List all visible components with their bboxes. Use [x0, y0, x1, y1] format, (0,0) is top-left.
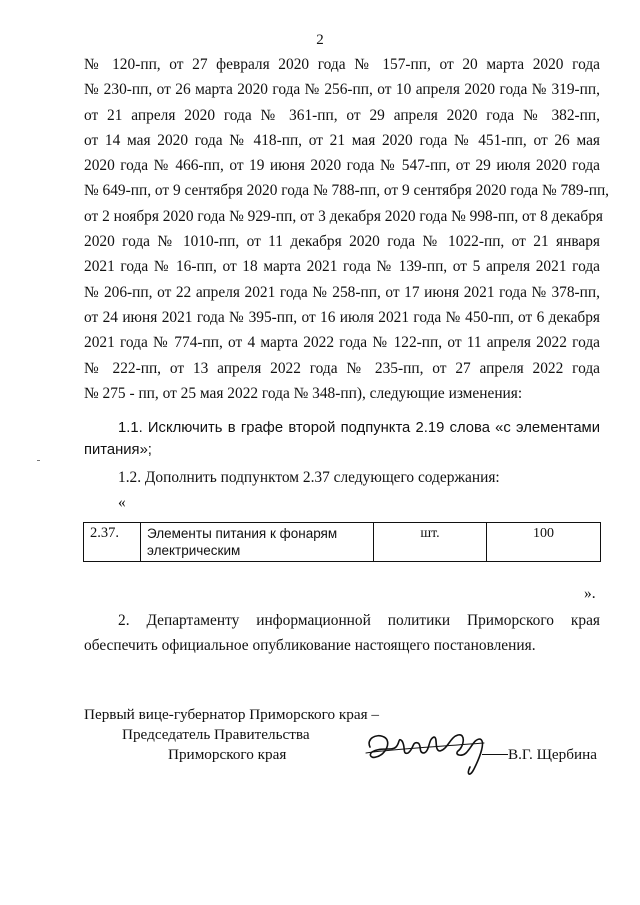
- signature-block: [84, 705, 604, 785]
- paragraph-line: 2020 года № 1010-пп, от 11 декабря 2020 года № 1022-пп, от 21 января: [84, 233, 600, 251]
- paragraph-line: от 14 мая 2020 года № 418-пп, от 21 мая 2020 года № 451-пп, от 26 мая: [84, 131, 600, 149]
- paragraph-line: № 222-пп, от 13 апреля 2022 года № 235-пп, от 27 апреля 2022 года: [84, 359, 600, 377]
- item-2: [84, 608, 600, 659]
- paragraph-line: 2021 года № 16-пп, от 18 марта 2021 года № 139-пп, от 5 апреля 2021 года: [84, 258, 600, 276]
- paragraph-line: № 120-пп, от 27 февраля 2020 года № 157-пп, от 20 марта 2020 года: [84, 56, 600, 73]
- opening-quote: «: [118, 494, 126, 511]
- paragraph-line: 2020 года № 466-пп, от 19 июня 2020 года № 547-пп, от 29 июля 2020 года: [84, 157, 600, 175]
- item-name-cell: Элементы питания к фонарям электрическим: [141, 523, 374, 562]
- signatory-title: Приморского края: [168, 746, 287, 763]
- margin-mark: [37, 460, 40, 461]
- paragraph-line: от 21 апреля 2020 года № 361-пп, от 29 апреля 2020 года № 382-пп,: [84, 106, 600, 124]
- paragraph-line: от 24 июня 2021 года № 395-пп, от 16 июля 2021 года № 450-пп, от 6 декабря: [84, 308, 600, 326]
- paragraph-line: 2021 года № 774-пп, от 4 марта 2022 года № 122-пп, от 11 апреля 2022 года: [84, 334, 600, 352]
- paragraph-line: № 649-пп, от 9 сентября 2020 года № 788-пп, от 9 сентября 2020 года № 789-пп,: [84, 182, 610, 200]
- closing-quote: ».: [584, 585, 596, 602]
- signature-dash: [482, 754, 508, 755]
- signatory-title: Первый вице-губернатор Приморского края –: [84, 706, 379, 723]
- paragraph-line: № 206-пп, от 22 апреля 2021 года № 258-пп, от 17 июня 2021 года № 378-пп,: [84, 283, 600, 301]
- paragraph-line: № 230-пп, от 26 марта 2020 года № 256-пп, от 10 апреля 2020 года № 319-пп,: [84, 81, 600, 99]
- item-1-1: [84, 417, 600, 461]
- item-number-cell: 2.37.: [84, 523, 141, 562]
- paragraph-line: № 275 - пп, от 25 мая 2022 года № 348-пп), следующие изменения:: [84, 384, 523, 402]
- table-row: [84, 523, 601, 562]
- item-1-1-line: питания»;: [84, 442, 152, 458]
- item-2-line: обеспечить официальное опубликование настоящего постановления.: [84, 637, 536, 655]
- amendment-list-paragraph: [84, 52, 610, 406]
- quantity-cell: 100: [487, 523, 601, 562]
- signatory-name: В.Г. Щербина: [508, 746, 597, 763]
- unit-cell: шт.: [374, 523, 487, 562]
- item-2-line: 2. Департаменту информационной политики Приморского края: [118, 612, 600, 629]
- signatory-title: Председатель Правительства: [122, 726, 310, 743]
- item-1-1-line: 1.1. Исключить в графе второй подпункта 2.19 слова «с элементами: [118, 420, 600, 436]
- page-number: 2: [316, 32, 324, 48]
- inserted-item-table: [83, 522, 601, 562]
- handwritten-signature: [362, 717, 492, 779]
- item-1-2: 1.2. Дополнить подпунктом 2.37 следующего содержания:: [118, 469, 500, 486]
- paragraph-line: от 2 ноября 2020 года № 929-пп, от 3 декабря 2020 года № 998-пп, от 8 декабря: [84, 207, 603, 225]
